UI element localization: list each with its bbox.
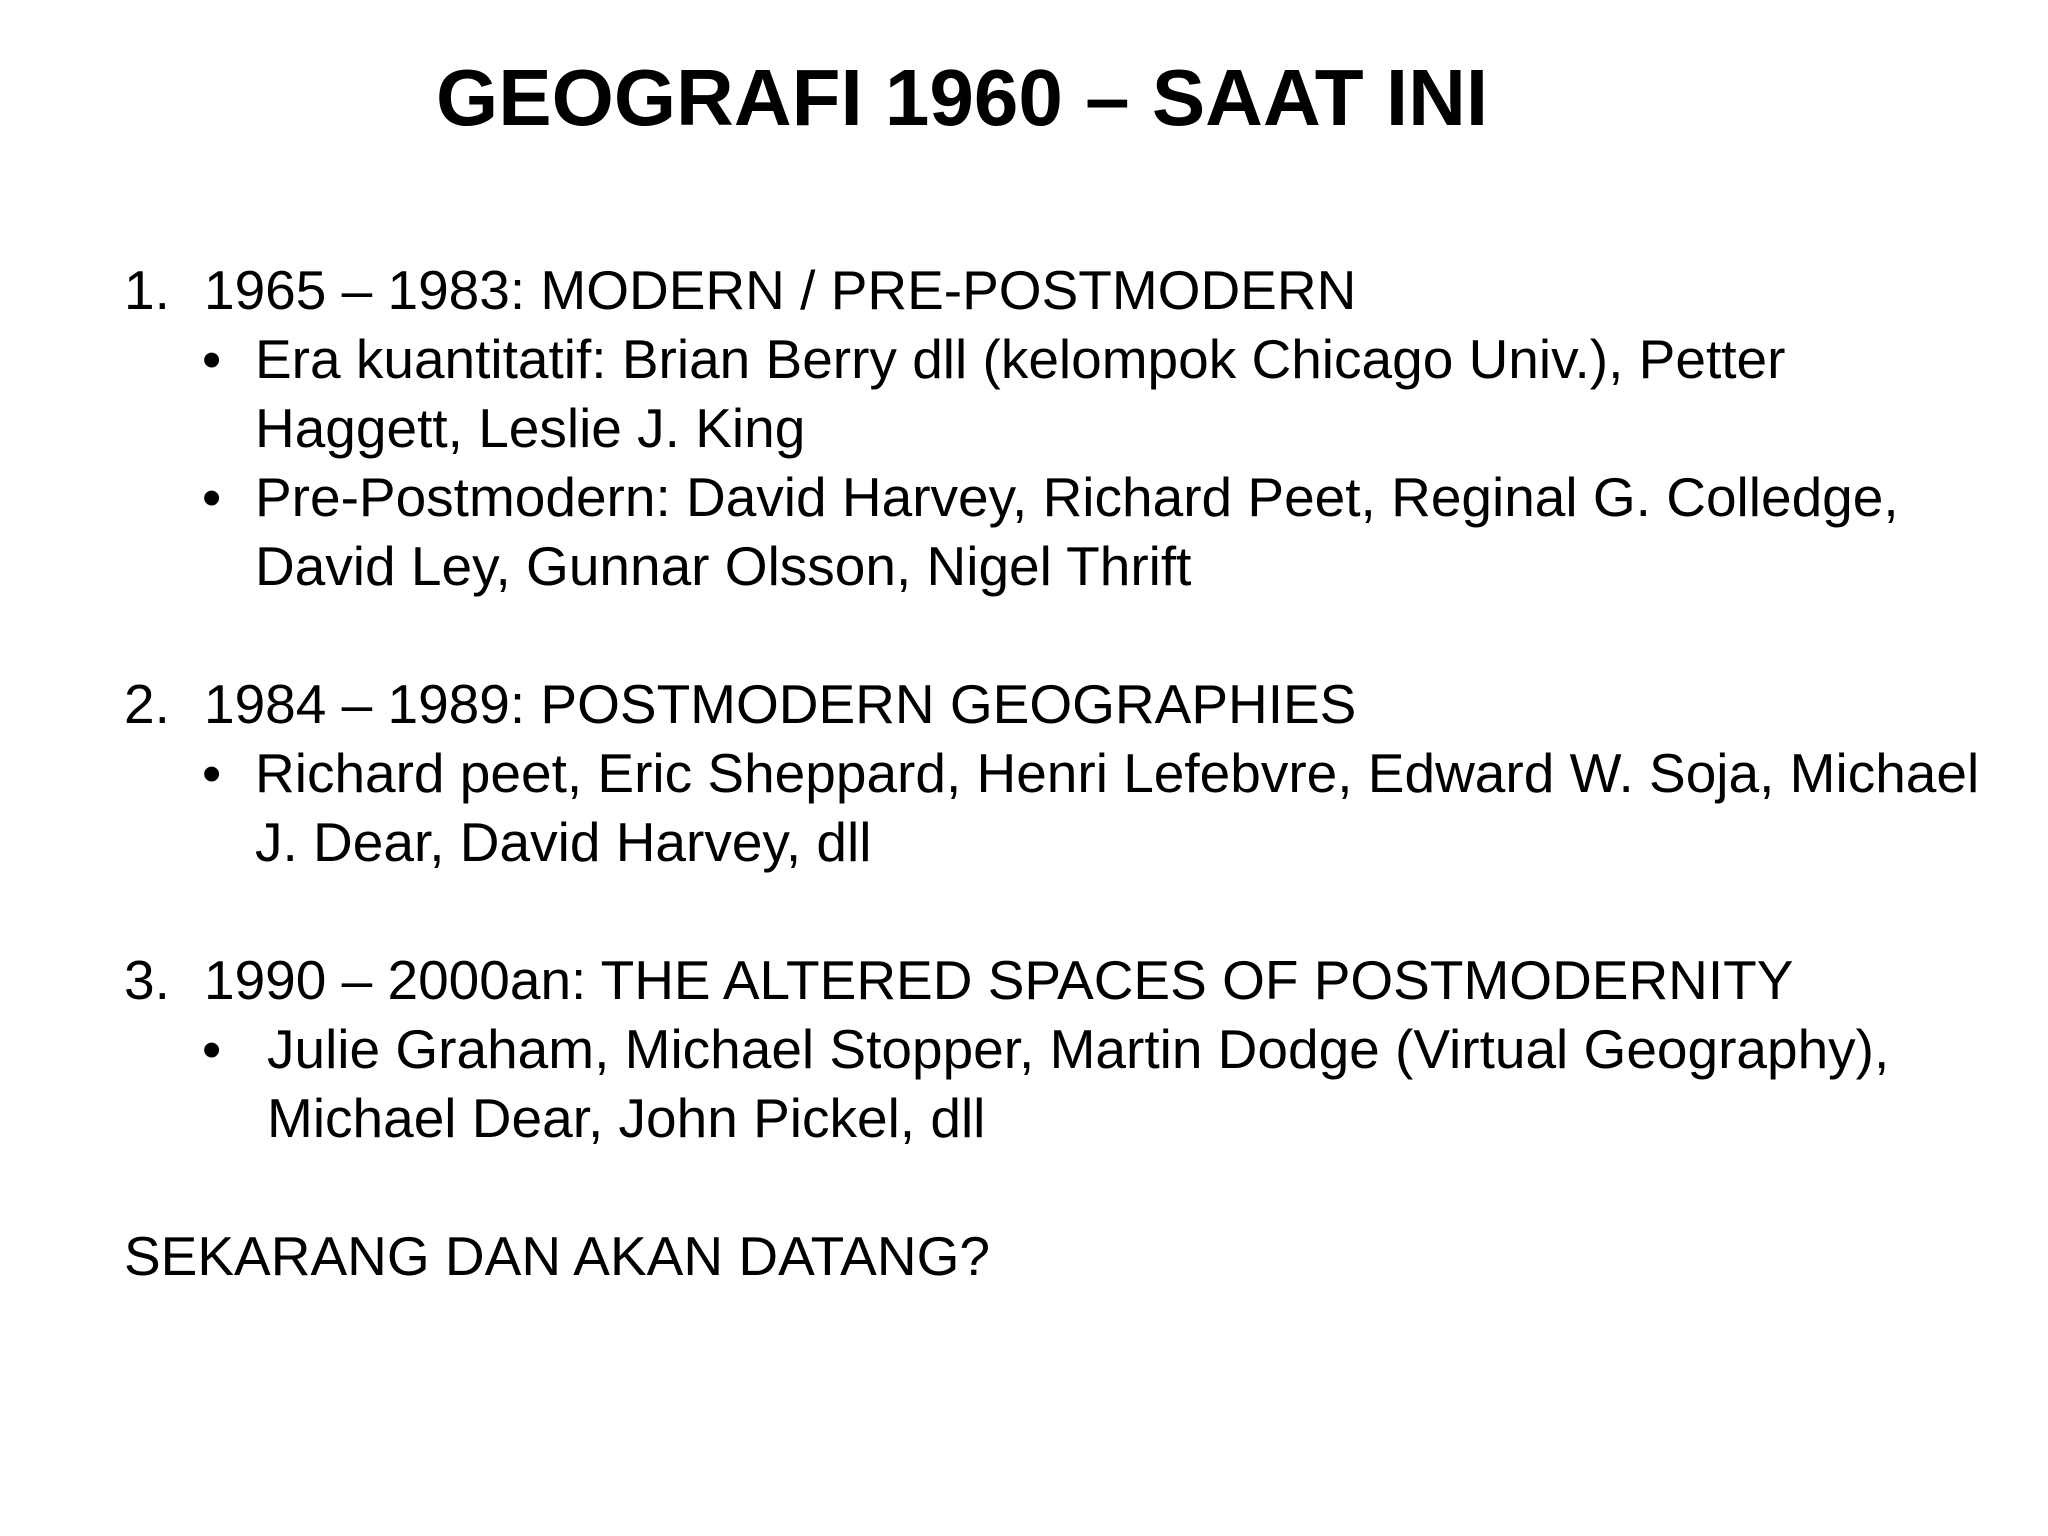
bullet-dot: • (202, 742, 222, 804)
section-number: 3. (124, 949, 170, 1011)
bullet-dot: • (202, 466, 222, 528)
section-1 (124, 256, 2004, 601)
bullet-dot: • (202, 1018, 222, 1080)
closing-question: SEKARANG DAN AKAN DATANG? (124, 1225, 990, 1287)
section-3 (124, 946, 2004, 1153)
section-number: 1. (124, 259, 170, 321)
bullet-item (124, 1015, 2004, 1153)
bullet-item (124, 463, 2004, 601)
slide-content (124, 256, 2004, 1291)
section-heading-text: 1984 – 1989: POSTMODERN GEOGRAPHIES (204, 673, 1357, 735)
section-heading (124, 946, 2004, 1015)
section-heading (124, 670, 2004, 739)
spacer (124, 601, 2004, 670)
spacer (124, 1153, 2004, 1222)
bullet-text: Richard peet, Eric Sheppard, Henri Lefebvre, Edward W. Soja, Michael J. Dear, David Harvey, dll (255, 742, 1980, 873)
bullet-dot: • (202, 328, 222, 390)
slide-title: GEOGRAFI 1960 – SAAT INI (436, 53, 1489, 142)
spacer (124, 877, 2004, 946)
section-heading (124, 256, 2004, 325)
section-2 (124, 670, 2004, 877)
section-heading-text: 1965 – 1983: MODERN / PRE-POSTMODERN (204, 259, 1357, 321)
bullet-item (124, 325, 2004, 463)
bullet-text: Era kuantitatif: Brian Berry dll (kelompok Chicago Univ.), Petter Haggett, Leslie J. King (255, 328, 1786, 459)
bullet-text: Julie Graham, Michael Stopper, Martin Dodge (Virtual Geography), Michael Dear, John Pickel, dll (267, 1018, 1890, 1149)
bullet-item (124, 739, 2004, 877)
section-heading-text: 1990 – 2000an: THE ALTERED SPACES OF POSTMODERNITY (204, 949, 1794, 1011)
bullet-text: Pre-Postmodern: David Harvey, Richard Peet, Reginal G. Colledge, David Ley, Gunnar Olsson, Nigel Thrift (255, 466, 1899, 597)
section-number: 2. (124, 673, 170, 735)
